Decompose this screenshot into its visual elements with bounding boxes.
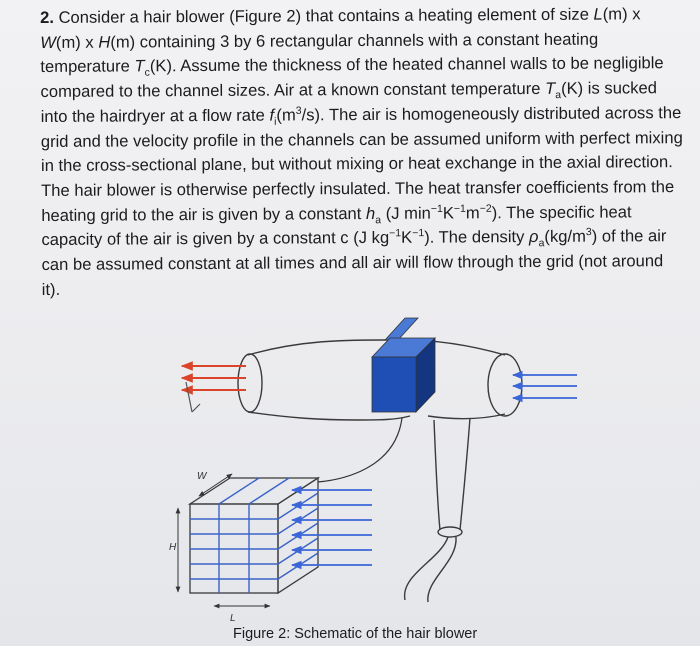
dryer-handle-left bbox=[434, 420, 440, 530]
symbol-ha-sub: a bbox=[375, 213, 382, 226]
text-part: (kg/m bbox=[544, 226, 586, 247]
symbol-f: f bbox=[269, 105, 275, 125]
symbol-Tc-sub: c bbox=[144, 67, 150, 80]
text-part: (J min bbox=[380, 203, 431, 223]
text-part: (m) x bbox=[602, 4, 641, 24]
inflow-arrows bbox=[182, 366, 246, 390]
symbol-Tc: T bbox=[134, 56, 145, 76]
heater-block bbox=[372, 318, 435, 412]
text-part: K bbox=[401, 228, 413, 248]
text-part: (m) containing 3 by 6 rectangular channels with a constant heating temperature bbox=[40, 29, 599, 77]
text-part: (m bbox=[276, 105, 296, 125]
dryer-handle-right bbox=[460, 418, 470, 530]
problem-number: 2. bbox=[40, 7, 54, 27]
zoom-leader-line bbox=[318, 418, 402, 482]
symbol-H: H bbox=[98, 32, 111, 52]
exponent: 3 bbox=[585, 226, 592, 239]
symbol-Ta: T bbox=[545, 78, 556, 99]
dryer-outflow-arrows bbox=[513, 375, 577, 398]
text-part: (K) is sucked into the hairdryer at a flow rate bbox=[40, 78, 658, 126]
text-part: m bbox=[465, 202, 480, 223]
text-part: Consider a hair blower (Figure 2) that contains a heating element of size bbox=[58, 4, 594, 27]
figure-caption: Figure 2: Schematic of the hair blower bbox=[233, 626, 478, 642]
exponent: −1 bbox=[453, 202, 466, 215]
text-part: /s). The air is homogeneously distributed across the grid and the velocity profile in the channels can be assumed uniform with perfect mixing in the cross-sectional plane, but without mixing or heat exchange in the axial direction. The hair blower is otherwise perfectly insulated. The heat transfer coefficients from the heating grid to the air is given by a constant bbox=[40, 102, 683, 225]
text-part: (K). Assume the thickness of the heated channel walls to be negligible compared to the channel sizes. Air at a known constant temperature bbox=[40, 53, 664, 102]
text-part: ). The density bbox=[424, 227, 530, 247]
grid-outflow-arrows bbox=[292, 490, 372, 565]
dimension-label-w: W bbox=[197, 471, 207, 482]
symbol-L: L bbox=[593, 4, 603, 24]
text-part: K bbox=[442, 203, 454, 223]
text-part: ). The specific heat capacity of the air is given by a constant c (J kg bbox=[41, 202, 632, 250]
dryer-intake-rim bbox=[238, 354, 262, 412]
symbol-Ta-sub: a bbox=[555, 89, 562, 102]
exponent: 3 bbox=[295, 104, 302, 117]
dryer-handle-base bbox=[438, 527, 462, 537]
exponent: −1 bbox=[389, 227, 402, 240]
symbol-W: W bbox=[40, 32, 56, 52]
exponent: −2 bbox=[479, 202, 492, 215]
symbol-f-sub: i bbox=[274, 115, 277, 128]
power-cord bbox=[405, 537, 448, 600]
symbol-rho: ρ bbox=[528, 227, 539, 247]
dimension-label-l: L bbox=[230, 613, 236, 624]
symbol-ha: h bbox=[365, 203, 376, 223]
heater-front bbox=[372, 357, 416, 412]
text-part: (m) x bbox=[55, 32, 99, 52]
exponent: −1 bbox=[430, 202, 443, 215]
text-part: ) of the air can be assumed constant at all times and all air will flow through the grid (not around it). bbox=[41, 226, 667, 299]
dimension-label-h: H bbox=[169, 542, 177, 553]
symbol-rho-sub: a bbox=[538, 237, 545, 250]
exponent: −1 bbox=[412, 227, 425, 240]
dryer-outlet-rim bbox=[488, 354, 522, 416]
